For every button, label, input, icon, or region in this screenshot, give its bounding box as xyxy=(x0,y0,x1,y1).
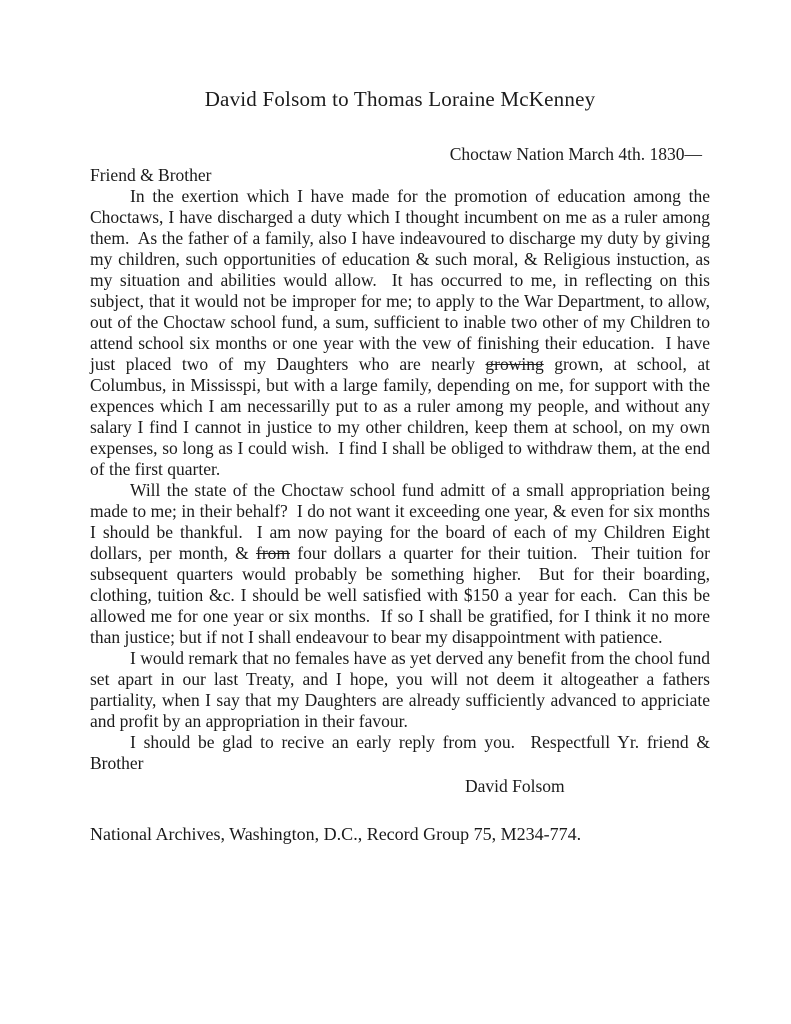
strikethrough-word: growing xyxy=(485,354,544,374)
text-segment: four dollars a quarter for their tuition. Their tuition for subsequent quarters would probably be something higher. But for their boarding, clothing, tuition &c. I should be well satisfied with $150 a year for each. Can this be allowed me for one year or six months. If so I shall be gratified, for I think it no more than justice; but if not I shall endeavour to bear my disappointment with patience. xyxy=(90,543,715,647)
salutation: Friend & Brother xyxy=(90,165,212,185)
archive-citation: National Archives, Washington, D.C., Record Group 75, M234-774. xyxy=(90,824,582,844)
paragraph xyxy=(90,732,715,774)
text-segment: I would remark that no females have as yet derved any benefit from the chool fund set apart in our last Treaty, and I hope, you will not deem it altogeather a fathers partiality, when I say that my Daughters are already sufficiently advanced to appriciate and profit by an appropriation in their favour. xyxy=(90,648,715,731)
text-segment: grown, at school, at Columbus, in Mississpi, but with a large family, depending on me, for support with the expences which I am necessarilly put to as a ruler among my people, and without any salary I find I cannot in justice to my other children, keep them at school, on my own expenses, so long as I could wish. I find I shall be obliged to withdraw them, at the end of the first quarter. xyxy=(90,354,715,479)
letter-body xyxy=(90,186,715,774)
text-segment: In the exertion which I have made for the promotion of education among the Choctaws, I have discharged a duty which I thought incumbent on me as a ruler among them. As the father of a family, also I have indeavoured to discharge my duty by giving my children, such opportunities of education & such moral, & Religious instuction, as my situation and abilities would allow. It has occurred to me, in reflecting on this subject, that it would not be improper for me; to apply to the War Department, to allow, out of the Choctaw school fund, a sum, sufficient to inable two other of my Children to attend school six months or one year with the vew of finishing their education. I have just placed two of my Daughters who are nearly xyxy=(90,186,715,374)
dateline: Choctaw Nation March 4th. 1830— xyxy=(449,144,702,164)
paragraph xyxy=(90,648,715,732)
text-segment: Will the state of the Choctaw school fund admitt of a small appropriation being made to me; in their behalf? I do not want it exceeding one year, & even for six months I should be thankful. I am now paying for the board of each of my Children Eight dollars, per month, & xyxy=(90,480,715,563)
letter-title: David Folsom to Thomas Loraine McKenney xyxy=(204,87,596,111)
paragraph xyxy=(90,480,715,648)
text-segment: I should be glad to recive an early reply from you. Respectfull Yr. friend & Brother xyxy=(90,732,715,773)
paragraph xyxy=(90,186,715,480)
signature: David Folsom xyxy=(465,776,565,796)
strikethrough-word: from xyxy=(256,543,291,563)
